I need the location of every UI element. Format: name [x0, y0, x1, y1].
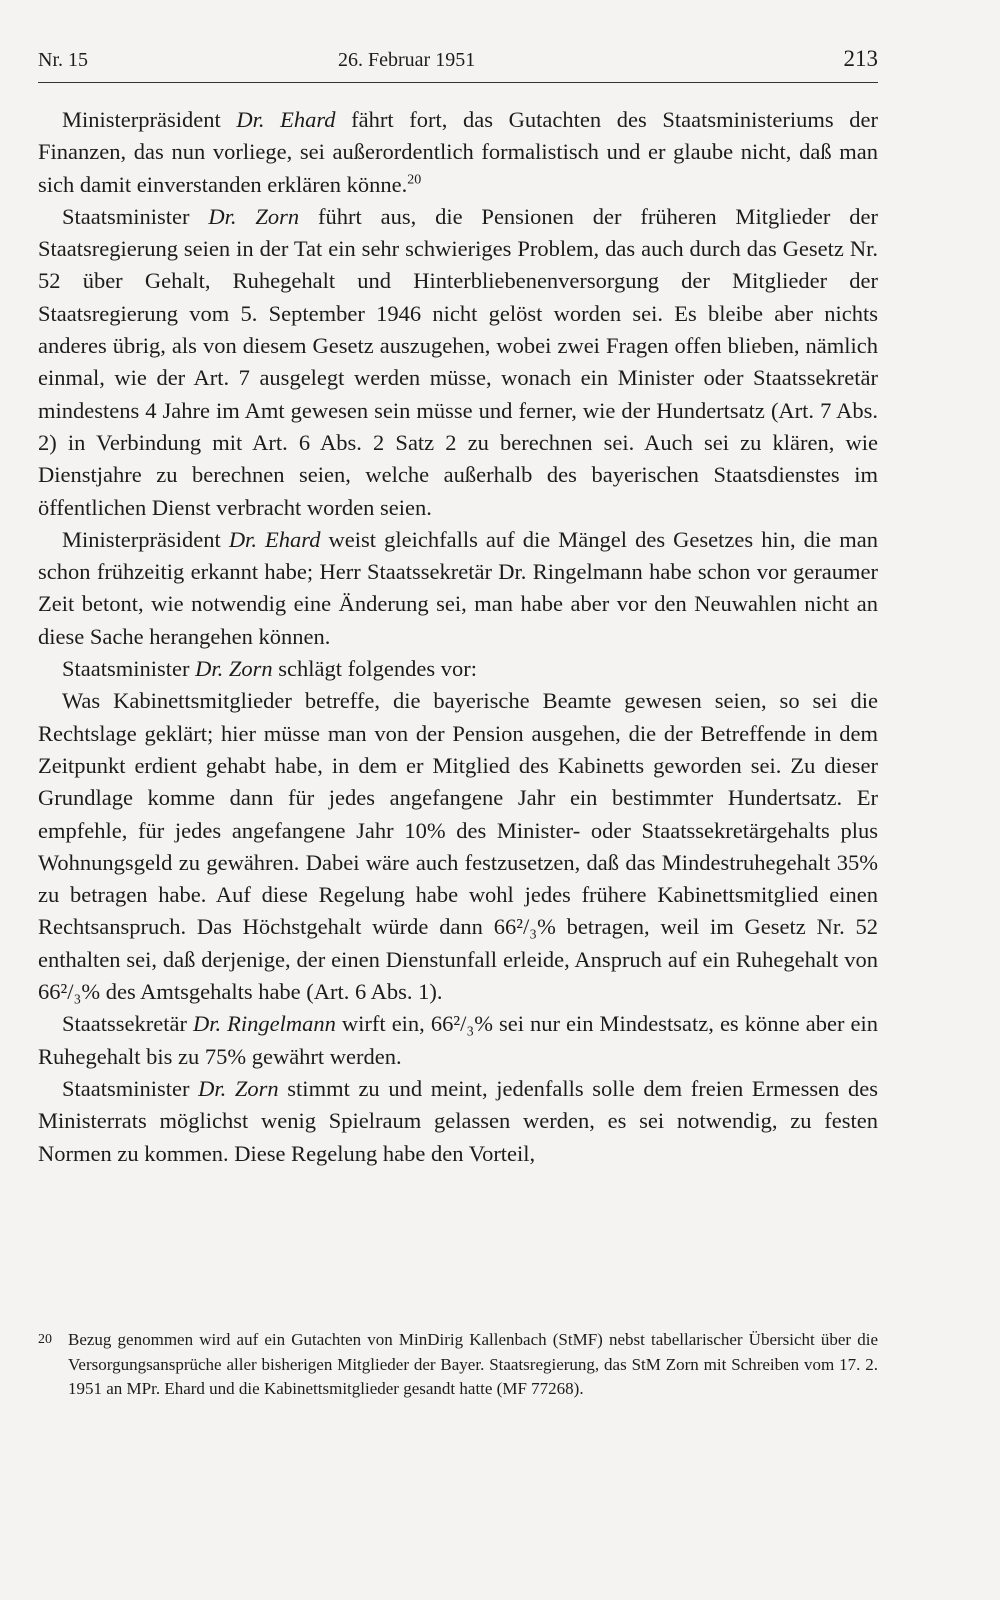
speaker-title: Staatsminister: [62, 203, 209, 229]
issue-number: Nr. 15: [38, 49, 88, 71]
paragraph-5: [38, 685, 878, 1008]
paragraph-6: [38, 1008, 878, 1073]
paragraph-7: [38, 1073, 878, 1170]
paragraph-3: [38, 524, 878, 653]
paragraph-text: wirft ein, 66²/₃% sei nur ein Mindestsatz, es könne aber ein Ruhegehalt bis zu 75% gewährt werden.: [38, 1011, 878, 1069]
paragraph-text: führt aus, die Pensionen der früheren Mitglieder der Staatsregierung seien in der Tat ein sehr schwieriges Problem, das auch durch das Gesetz Nr. 52 über Gehalt, Ruhegehalt und Hinterbliebenenversorgung der Mitglieder der Staatsregierung vom 5. September 1946 nicht gelöst worden sei. Es bleibe aber nichts anderes übrig, als von diesem Gesetz auszugehen, wobei zwei Fragen offen blieben, nämlich einmal, wie der Art. 7 ausgelegt werden müsse, wonach ein Minister oder Staatssekretär mindestens 4 Jahre im Amt gewesen sein müsse und ferner, wie der Hundertsatz (Art. 7 Abs. 2) in Verbindung mit Art. 6 Abs. 2 Satz 2 zu berechnen sei. Auch sei zu klären, wie Dienstjahre zu berechnen seien, welche außerhalb des bayerischen Staatsdienstes im öffentlichen Dienst verbracht worden seien.: [38, 203, 879, 520]
speaker-name: Dr. Zorn: [208, 203, 300, 229]
paragraph-text: fährt fort, das Gutachten des Staatsministeriums der Finanzen, das nun vorliege, sei außerordentlich formalistisch und er glaube nicht, daß man sich damit einverstanden erklären könne.: [38, 107, 878, 197]
speaker-name: Dr. Zorn: [195, 656, 273, 682]
speaker-name: Dr. Zorn: [198, 1075, 279, 1101]
page-number: 213: [843, 46, 878, 71]
speaker-name: Dr. Ehard: [228, 526, 321, 552]
speaker-title: Staatsminister: [62, 656, 196, 682]
running-header: [38, 46, 878, 83]
paragraph-2: [38, 201, 878, 524]
paragraph-text: weist gleichfalls auf die Mängel des Gesetzes hin, die man schon frühzeitig erkannt habe; Herr Staatssekretär Dr. Ringelmann habe schon vor geraumer Zeit betont, wie notwendig eine Änderung sei, man habe aber vor den Neuwahlen nicht an diese Sache herangehen können.: [38, 526, 878, 649]
speaker-title: Staatssekretär: [62, 1011, 193, 1037]
paragraph-1: [38, 104, 878, 201]
footnotes: [38, 1328, 878, 1402]
speaker-title: Ministerpräsident: [62, 526, 229, 552]
paragraph-4: [38, 653, 878, 685]
footnote-text: Bezug genommen wird auf ein Gutachten von MinDirig Kallenbach (StMF) nebst tabellarischer Übersicht über die Versorgungsansprüche aller bisherigen Mitglieder der Bayer. Staatsregierung, das StM Zorn mit Schreiben vom 17. 2. 1951 an MPr. Ehard und die Kabinettsmitglieder gesandt hatte (MF 77268).: [68, 1330, 878, 1398]
speaker-name: Dr. Ehard: [236, 107, 336, 132]
speaker-title: Ministerpräsident: [62, 107, 237, 132]
body-text: [38, 104, 878, 1170]
paragraph-text: schlägt folgendes vor:: [272, 656, 477, 682]
header-date: 26. Februar 1951: [338, 49, 476, 71]
footnote-number: 20: [38, 1332, 52, 1347]
paragraph-text: stimmt zu und meint, jedenfalls solle dem freien Ermessen des Ministerrats möglichst wenig Spielraum gelassen werden, es sei notwendig, zu festen Normen zu kommen. Diese Regelung habe den Vorteil,: [38, 1075, 878, 1166]
paragraph-text: Was Kabinettsmitglieder betreffe, die bayerische Beamte gewesen seien, so sei die Rechtslage geklärt; hier müsse man von der Pension ausgehen, die der Betreffende in dem Zeitpunkt erdient gehabt habe, in dem er Mitglied des Kabinetts geworden sei. Zu dieser Grundlage komme dann für jedes angefangene Jahr ein bestimmter Hundertsatz. Er empfehle, für jedes angefangene Jahr 10% des Minister- oder Staatssekretärgehalts plus Wohnungsgeld zu gewähren. Dabei wäre auch festzusetzen, daß das Mindestruhegehalt 35% zu betragen habe. Auf diese Regelung habe wohl jedes frühere Kabinettsmitglied einen Rechtsanspruch. Das Höchstgehalt würde dann 66²/₃% betragen, weil im Gesetz Nr. 52 enthalten sei, daß derjenige, der einen Dienstunfall erleide, Anspruch auf ein Ruhegehalt von 66²/₃% des Amtsgehalts habe (Art. 6 Abs. 1).: [38, 688, 878, 1005]
footnote-reference: 20: [407, 172, 422, 188]
footnote-20: [38, 1328, 878, 1402]
speaker-title: Staatsminister: [62, 1075, 199, 1101]
speaker-name: Dr. Ringelmann: [192, 1011, 336, 1037]
